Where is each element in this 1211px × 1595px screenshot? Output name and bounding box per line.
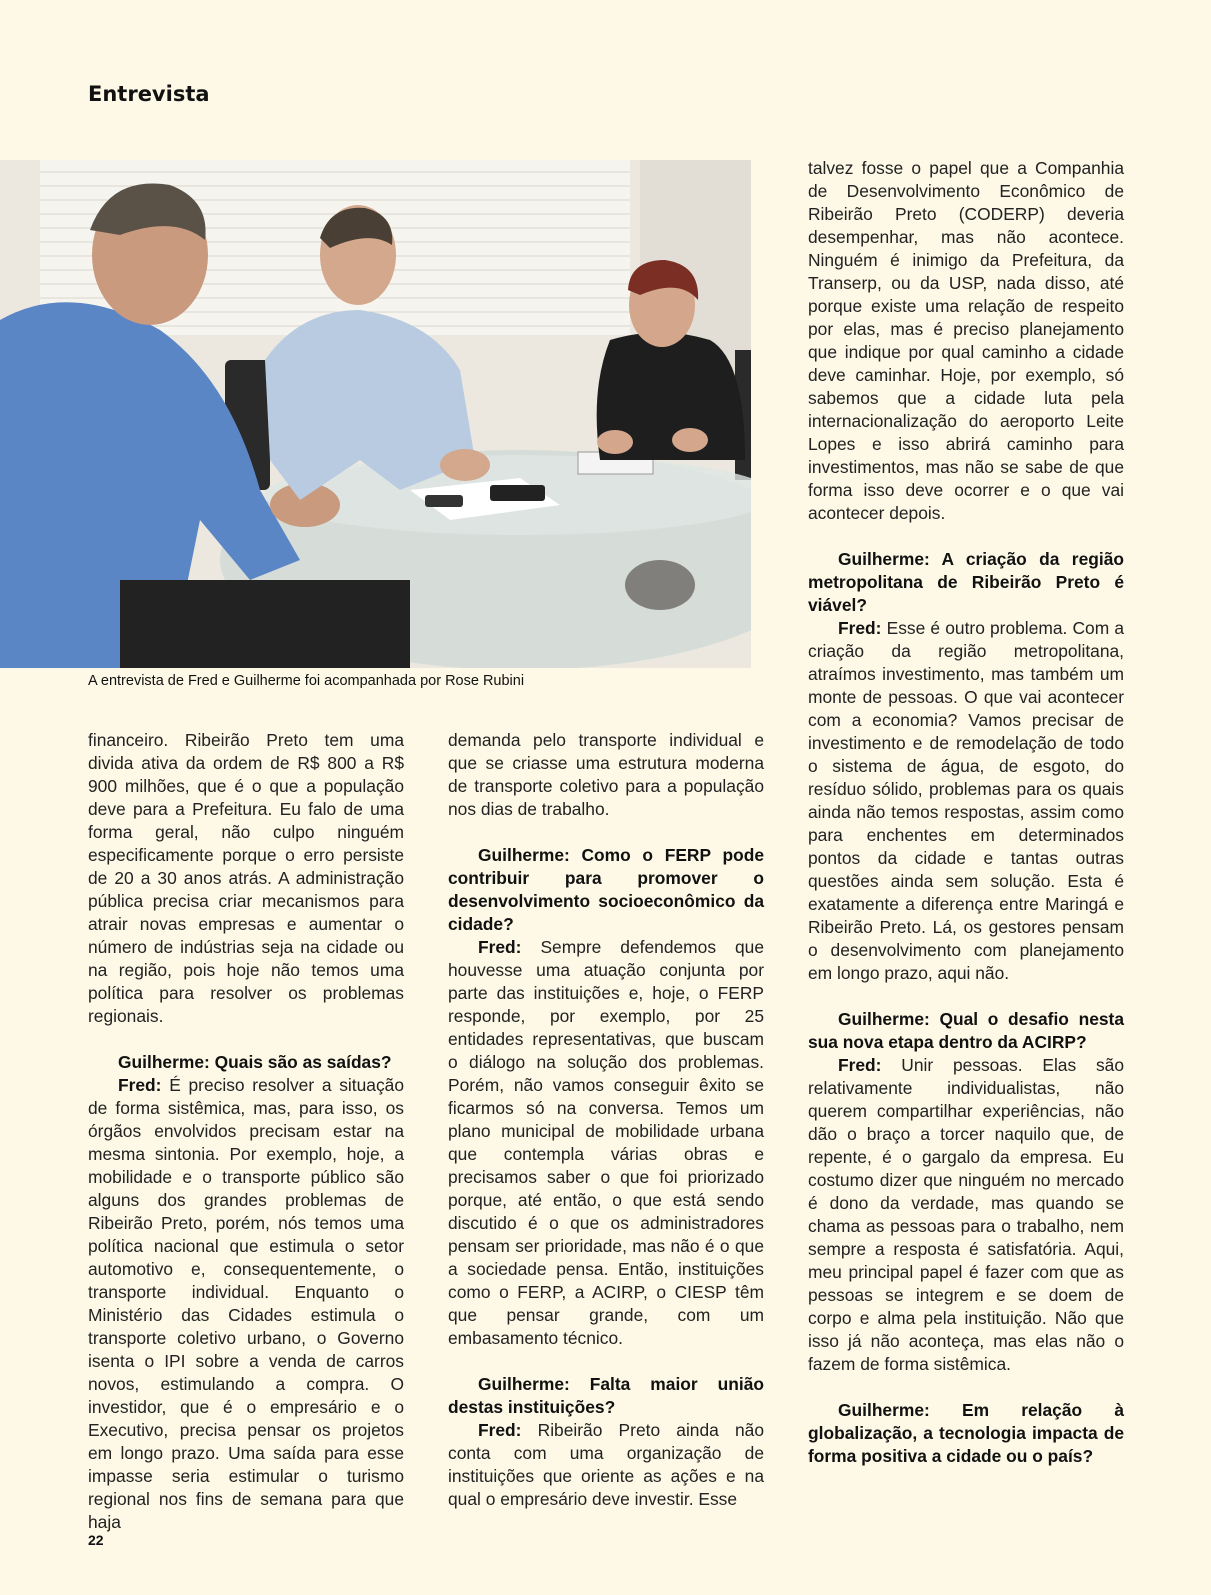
speaker-label: Fred: [478, 937, 522, 957]
answer-text: Ribeirão Preto ainda não conta com uma organização de instituições que oriente as ações e na qual o empresário deve investir. Esse [448, 1420, 764, 1509]
text-column-2 [448, 729, 764, 1511]
interview-photo [0, 160, 751, 668]
answer-paragraph [808, 617, 1124, 985]
question-heading: Guilherme: Como o FERP pode contribuir para promover o desenvolvimento socioeconômico da cidade? [448, 845, 764, 934]
text-column-1 [88, 729, 404, 1534]
answer-paragraph [448, 936, 764, 1350]
answer-paragraph [808, 1054, 1124, 1376]
answer-text: Sempre defendemos que houvesse uma atuação conjunta por parte das instituições e, hoje, o FERP responde, por exemplo, por 25 entidades representativas, que buscam o diálogo na solução dos problemas. Porém, não vamos conseguir êxito se ficarmos só na conversa. Temos um plano municipal de mobilidade urbana que contempla várias obras e precisamos saber o que foi priorizado porque, até então, o que está sendo discutido é o que os administradores pensam ser prioridade, mas não é o que a sociedade pensa. Então, instituições como o FERP, a ACIRP, o CIESP têm que pensar grande, com um embasamento técnico. [448, 937, 764, 1348]
answer-text: Esse é outro problema. Com a criação da região metropolitana, atraímos investimento, mas também um monte de pessoas. O que vai acontecer com a economia? Vamos precisar de investimento e de remodelação de todo o sistema de água, de esgoto, do resíduo sólido, problemas para os quais ainda não temos respostas, assim como para enchentes em determinados pontos da cidade e tantas outras questões ainda sem solução. Esta é exatamente a diferença entre Maringá e Ribeirão Preto. Lá, os gestores pensam o desenvolvimento com planejamento em longo prazo, aqui não. [808, 618, 1124, 983]
speaker-label: Fred: [118, 1075, 162, 1095]
text-column-3 [808, 157, 1124, 1468]
question-heading: Guilherme: A criação da região metropolitana de Ribeirão Preto é viável? [808, 549, 1124, 615]
question-heading: Guilherme: Quais são as saídas? [118, 1052, 392, 1072]
answer-text: Unir pessoas. Elas são relativamente individualistas, não querem compartilhar experiências, não dão o braço a torcer naquilo que, de repente, é o gargalo da empresa. Eu costumo dizer que ninguém no mercado é dono da verdade, mas quando se chama as pessoas para o trabalho, nem sempre a resposta é satisfatória. Aqui, meu principal papel é fazer com que as pessoas se integrem e se doem de corpo e alma pela instituição. Não que isso já não aconteça, mas elas não o fazem de forma sistêmica. [808, 1055, 1124, 1374]
question-heading: Guilherme: Em relação à globalização, a tecnologia impacta de forma positiva a cidade ou o país? [808, 1400, 1124, 1466]
page-number: 22 [88, 1532, 104, 1548]
speaker-label: Fred: [478, 1420, 522, 1440]
section-title: Entrevista [88, 82, 210, 106]
question-heading: Guilherme: Qual o desafio nesta sua nova etapa dentro da ACIRP? [808, 1009, 1124, 1052]
answer-paragraph [448, 1419, 764, 1511]
speaker-label: Fred: [838, 618, 882, 638]
paragraph: financeiro. Ribeirão Preto tem uma divida ativa da ordem de R$ 800 a R$ 900 milhões, que é o que a população deve para a Prefeitura. Eu falo de uma forma geral, não culpo ninguém especificamente porque o erro persiste de 20 a 30 anos atrás. A administração pública precisa criar mecanismos para atrair novas empresas e aumentar o número de indústrias seja na cidade ou na região, pois hoje não temos uma política para resolver os problemas regionais. [88, 730, 404, 1026]
question-heading: Guilherme: Falta maior união destas instituições? [448, 1374, 764, 1417]
paragraph: demanda pelo transporte individual e que se criasse uma estrutura moderna de transporte coletivo para a população nos dias de trabalho. [448, 730, 764, 819]
paragraph: talvez fosse o papel que a Companhia de Desenvolvimento Econômico de Ribeirão Preto (CODERP) deveria desempenhar, mas não acontece. Ninguém é inimigo da Prefeitura, da Transerp, ou da USP, nada disso, até porque existe uma relação de respeito por elas, mas é preciso planejamento que indique por qual caminho a cidade deve caminhar. Hoje, por exemplo, só sabemos que a cidade luta pela internacionalização do aeroporto Leite Lopes e isso abrirá caminho para investimentos, mas não se sabe de que forma isso deve ocorrer e o que vai acontecer depois. [808, 158, 1124, 523]
answer-text: É preciso resolver a situação de forma sistêmica, mas, para isso, os órgãos envolvidos precisam estar na mesma sintonia. Por exemplo, hoje, a mobilidade e o transporte público são alguns dos grandes problemas de Ribeirão Preto, porém, nós temos uma política nacional que estimula o setor automotivo e, consequentemente, o transporte individual. Enquanto o Ministério das Cidades estimula o transporte coletivo urbano, o Governo isenta o IPI sobre a venda de carros novos, estimulando a compra. O investidor, que é o empresário e o Executivo, precisa pensar os projetos em longo prazo. Uma saída para esse impasse seria estimular o turismo regional nos fins de semana para que haja [88, 1075, 404, 1532]
interview-photo-illustration [0, 160, 751, 668]
answer-paragraph [88, 1074, 404, 1534]
speaker-label: Fred: [838, 1055, 882, 1075]
photo-caption: A entrevista de Fred e Guilherme foi acompanhada por Rose Rubini [88, 673, 525, 689]
